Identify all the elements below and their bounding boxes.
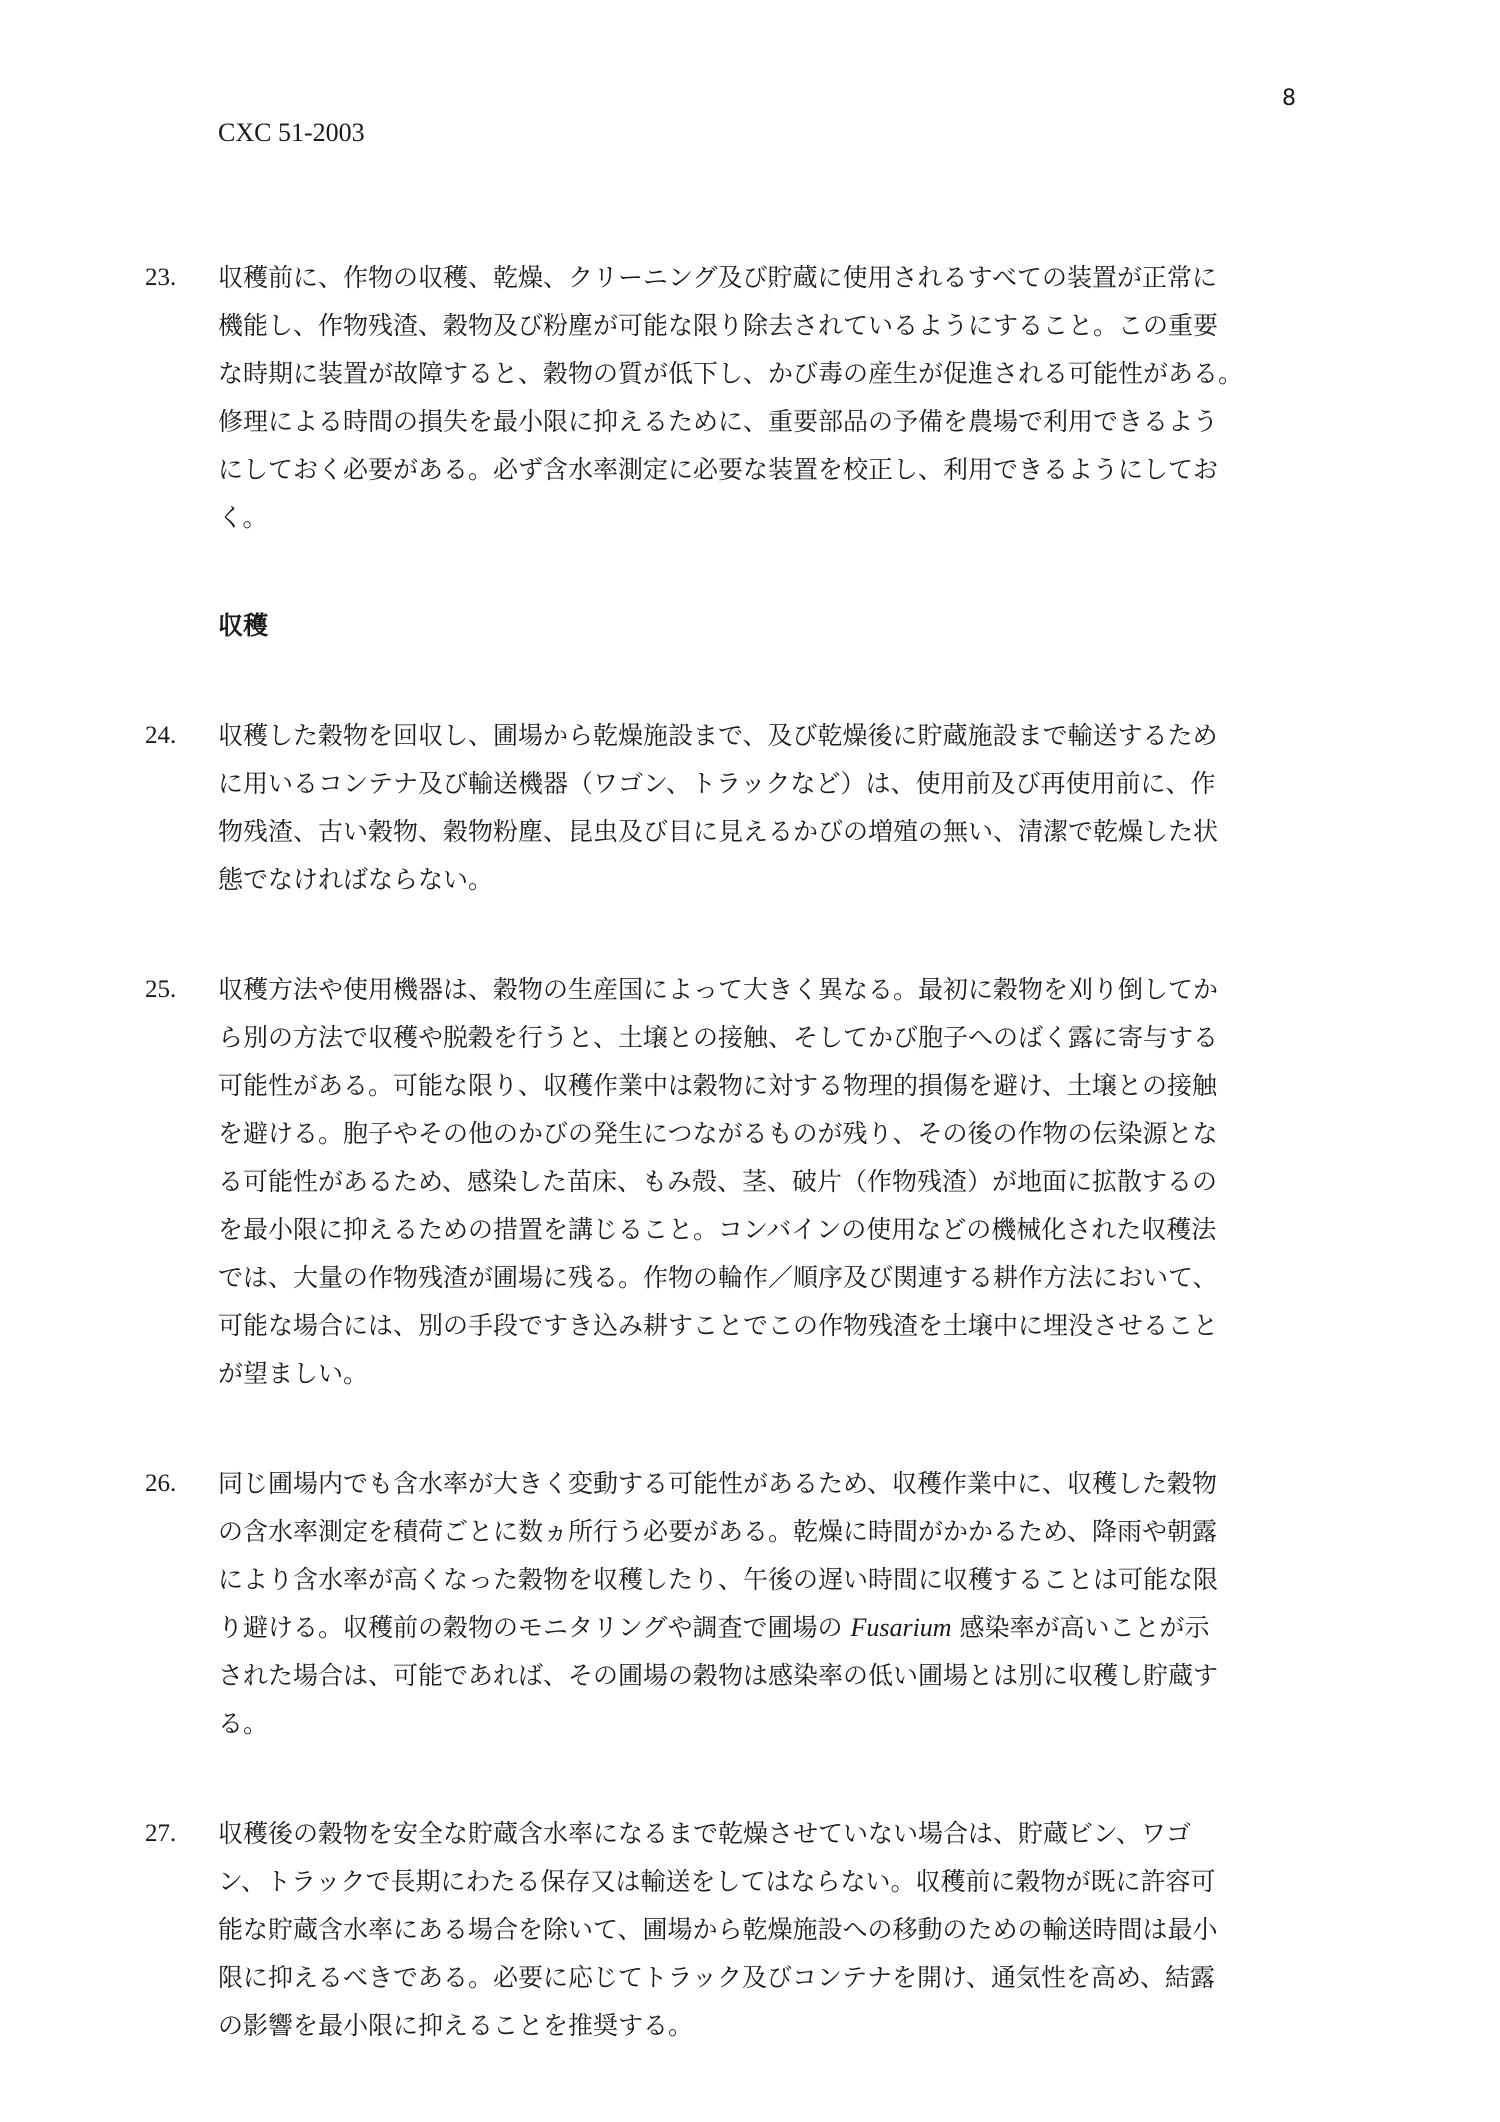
text-line: ン、トラックで長期にわたる保存又は輸送をしてはならない。収穫前に穀物が既に許容可: [218, 1867, 1216, 1896]
paragraph-number: 24.: [145, 722, 177, 749]
text-line: 限に抑えるべきである。必要に応じてトラック及びコンテナを開け、通気性を高め、結露: [218, 1963, 1216, 1992]
text-line: に用いるコンテナ及び輸送機器（ワゴン、トラックなど）は、使用前及び再使用前に、作: [218, 769, 1216, 798]
species-name: Fusarium: [850, 1613, 952, 1642]
paragraph-26: [0, 1460, 1308, 1748]
text-line: 可能性がある。可能な限り、収穫作業中は穀物に対する物理的損傷を避け、土壌との接触: [218, 1071, 1218, 1100]
text-line: 態でなければならない。: [218, 865, 494, 894]
text-line: された場合は、可能であれば、その圃場の穀物は感染率の低い圃場とは別に収穫し貯蔵す: [218, 1661, 1219, 1690]
text-line: な時期に装置が故障すると、穀物の質が低下し、かび毒の産生が促進される可能性がある。: [218, 359, 1244, 388]
text-line: により含水率が高くなった穀物を収穫したり、午後の遅い時間に収穫することは可能な限: [218, 1565, 1219, 1594]
text-line: く。: [218, 503, 268, 532]
text-segment: 感染率が高いことが示: [951, 1613, 1210, 1642]
paragraph-text: [218, 1810, 1308, 2050]
paragraph-text: [218, 1460, 1308, 1748]
document-body: [0, 254, 1500, 2112]
text-line: 能な貯蔵含水率にある場合を除いて、圃場から乾燥施設への移動のための輸送時間は最小: [218, 1915, 1218, 1944]
text-line: を避ける。胞子やその他のかびの発生につながるものが残り、その後の作物の伝染源とな: [218, 1119, 1218, 1148]
page-number: 8: [1282, 86, 1296, 111]
text-segment: り避ける。収穫前の穀物のモニタリングや調査で圃場の: [218, 1613, 851, 1642]
text-line: にしておく必要がある。必ず含水率測定に必要な装置を校正し、利用できるようにしてお: [218, 455, 1219, 484]
text-line-with-species: [218, 1604, 1308, 1652]
document-code: CXC 51-2003: [218, 118, 365, 147]
paragraph-number: 23.: [145, 264, 177, 291]
text-line: る。: [218, 1709, 269, 1738]
section-heading: 収穫: [218, 611, 269, 640]
text-line: 収穫した穀物を回収し、圃場から乾燥施設まで、及び乾燥後に貯蔵施設まで輸送するため: [218, 721, 1218, 750]
text-line: る可能性があるため、感染した苗床、もみ殻、茎、破片（作物残渣）が地面に拡散するの: [218, 1167, 1218, 1196]
text-line: の含水率測定を積荷ごとに数ヵ所行う必要がある。乾燥に時間がかかるため、降雨や朝露: [218, 1517, 1218, 1546]
paragraph-number: 25.: [145, 976, 177, 1003]
text-line: 収穫前に、作物の収穫、乾燥、クリーニング及び貯蔵に使用されるすべての装置が正常に: [218, 263, 1218, 292]
text-line: 同じ圃場内でも含水率が大きく変動する可能性があるため、収穫作業中に、収穫した穀物: [218, 1469, 1218, 1498]
paragraph-27: [0, 1810, 1308, 2050]
text-line: では、大量の作物残渣が圃場に残る。作物の輪作／順序及び関連する耕作方法において、: [218, 1263, 1218, 1292]
paragraph-text: [218, 966, 1308, 1398]
text-line: 物残渣、古い穀物、穀物粉塵、昆虫及び目に見えるかびの増殖の無い、清潔で乾燥した状: [218, 817, 1219, 846]
text-line: 可能な場合には、別の手段ですき込み耕すことでこの作物残渣を土壌中に埋没させること: [218, 1311, 1219, 1340]
paragraph-text: [218, 254, 1308, 542]
text-line: の影響を最小限に抑えることを推奨する。: [218, 2011, 694, 2040]
text-line: 収穫方法や使用機器は、穀物の生産国によって大きく異なる。最初に穀物を刈り倒してか: [218, 975, 1219, 1004]
paragraph-23: [0, 254, 1308, 542]
text-line: を最小限に抑えるための措置を講じること。コンバインの使用などの機械化された収穫法: [218, 1215, 1217, 1244]
text-line: 収穫後の穀物を安全な貯蔵含水率になるまで乾燥させていない場合は、貯蔵ビン、ワゴ: [218, 1819, 1192, 1848]
text-line: 機能し、作物残渣、穀物及び粉塵が可能な限り除去されているようにすること。この重要: [218, 311, 1219, 340]
paragraph-text: [218, 712, 1308, 904]
text-line: が望ましい。: [218, 1359, 369, 1388]
paragraph-25: [0, 966, 1308, 1398]
paragraph-number: 26.: [145, 1470, 177, 1497]
paragraph-number: 27.: [145, 1820, 177, 1847]
text-line: ら別の方法で収穫や脱穀を行うと、土壌との接触、そしてかび胞子へのばく露に寄与する: [218, 1023, 1219, 1052]
paragraph-24: [0, 712, 1308, 904]
text-line: 修理による時間の損失を最小限に抑えるために、重要部品の予備を農場で利用できるよう: [218, 407, 1219, 436]
